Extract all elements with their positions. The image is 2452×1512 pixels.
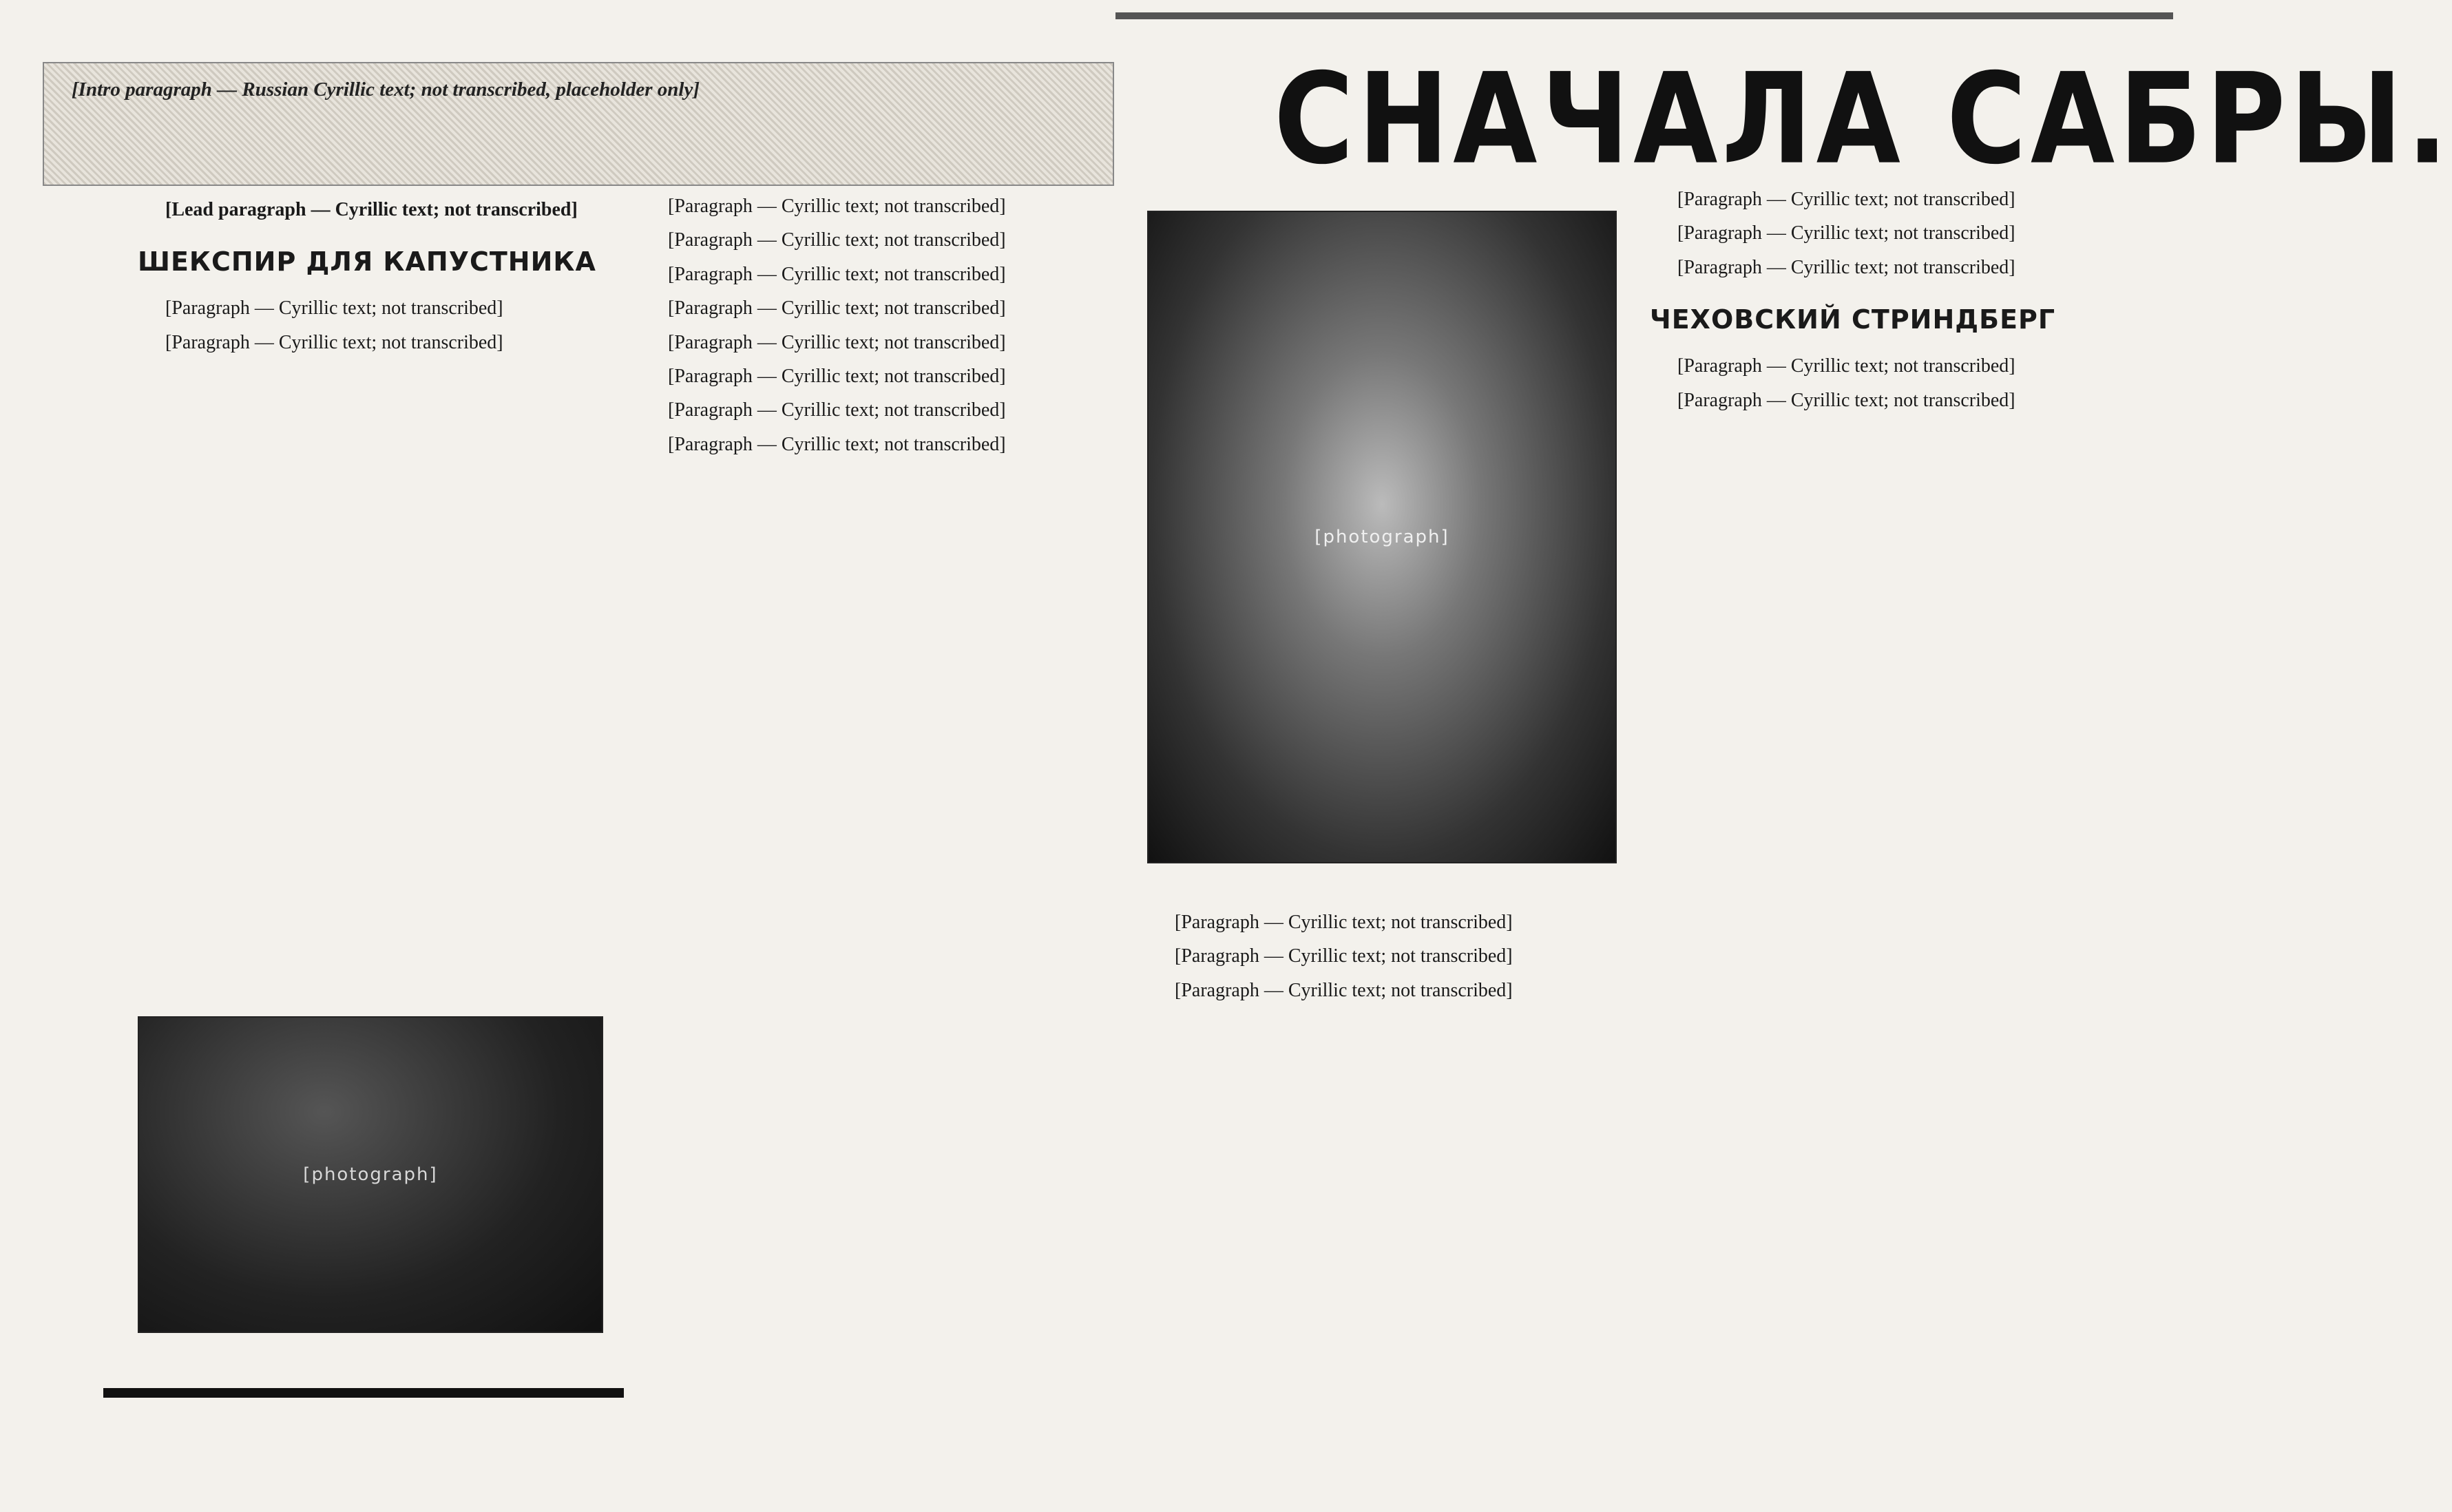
column-4 — [1650, 186, 2113, 421]
paragraph: [Paragraph — Cyrillic text; not transcribed] — [1677, 355, 2015, 377]
bottom-rule — [103, 1388, 624, 1398]
paragraph: [Paragraph — Cyrillic text; not transcribed] — [668, 366, 1006, 388]
paragraph: [Paragraph — Cyrillic text; not transcribed] — [1677, 389, 2015, 411]
column-3 — [1147, 909, 1617, 1011]
subhead-strindberg: ЧЕХОВСКИЙ СТРИНДБЕРГ — [1650, 304, 2056, 335]
column-1 — [138, 196, 603, 363]
paragraph: [Paragraph — Cyrillic text; not transcribed] — [165, 331, 503, 353]
paragraph: [Paragraph — Cyrillic text; not transcribed] — [1677, 189, 2015, 210]
paragraph: [Paragraph — Cyrillic text; not transcribed] — [668, 399, 1006, 421]
paragraph: [Paragraph — Cyrillic text; not transcribed] — [668, 297, 1006, 319]
subhead-shakespeare: ШЕКСПИР ДЛЯ КАПУСТНИКА — [138, 246, 596, 277]
intro-box — [43, 62, 1114, 186]
paragraph: [Paragraph — Cyrillic text; not transcribed] — [668, 263, 1006, 285]
paragraph: [Paragraph — Cyrillic text; not transcribed] — [1175, 945, 1513, 967]
paragraph: [Paragraph — Cyrillic text; not transcribed] — [668, 433, 1006, 455]
paragraph: [Paragraph — Cyrillic text; not transcribed] — [668, 229, 1006, 251]
top-edge-rule — [1115, 12, 2173, 19]
paragraph: [Paragraph — Cyrillic text; not transcribed] — [1175, 912, 1513, 933]
photo-actors-top-hat — [138, 1016, 603, 1333]
paragraph: [Paragraph — Cyrillic text; not transcribed] — [1677, 222, 2015, 244]
paragraph: [Paragraph — Cyrillic text; not transcribed] — [1175, 979, 1513, 1001]
lead-paragraph: [Lead paragraph — Cyrillic text; not transcribed] — [165, 199, 578, 220]
paragraph: [Paragraph — Cyrillic text; not transcribed] — [165, 297, 503, 319]
paragraph: [Paragraph — Cyrillic text; not transcribed] — [668, 331, 1006, 353]
paragraph: [Paragraph — Cyrillic text; not transcribed] — [668, 196, 1006, 217]
photo-caption: [photograph] — [303, 1164, 438, 1185]
paragraph: [Paragraph — Cyrillic text; not transcribed] — [1677, 256, 2015, 278]
photo-caption: [photograph] — [1314, 527, 1449, 547]
photo-two-actors — [1147, 211, 1617, 863]
column-2 — [640, 193, 1109, 465]
headline: СНАЧАЛА САБРЫ. — [1274, 46, 2452, 193]
intro-text: [Intro paragraph — Russian Cyrillic text; not transcribed, placeholder only] — [72, 78, 700, 101]
